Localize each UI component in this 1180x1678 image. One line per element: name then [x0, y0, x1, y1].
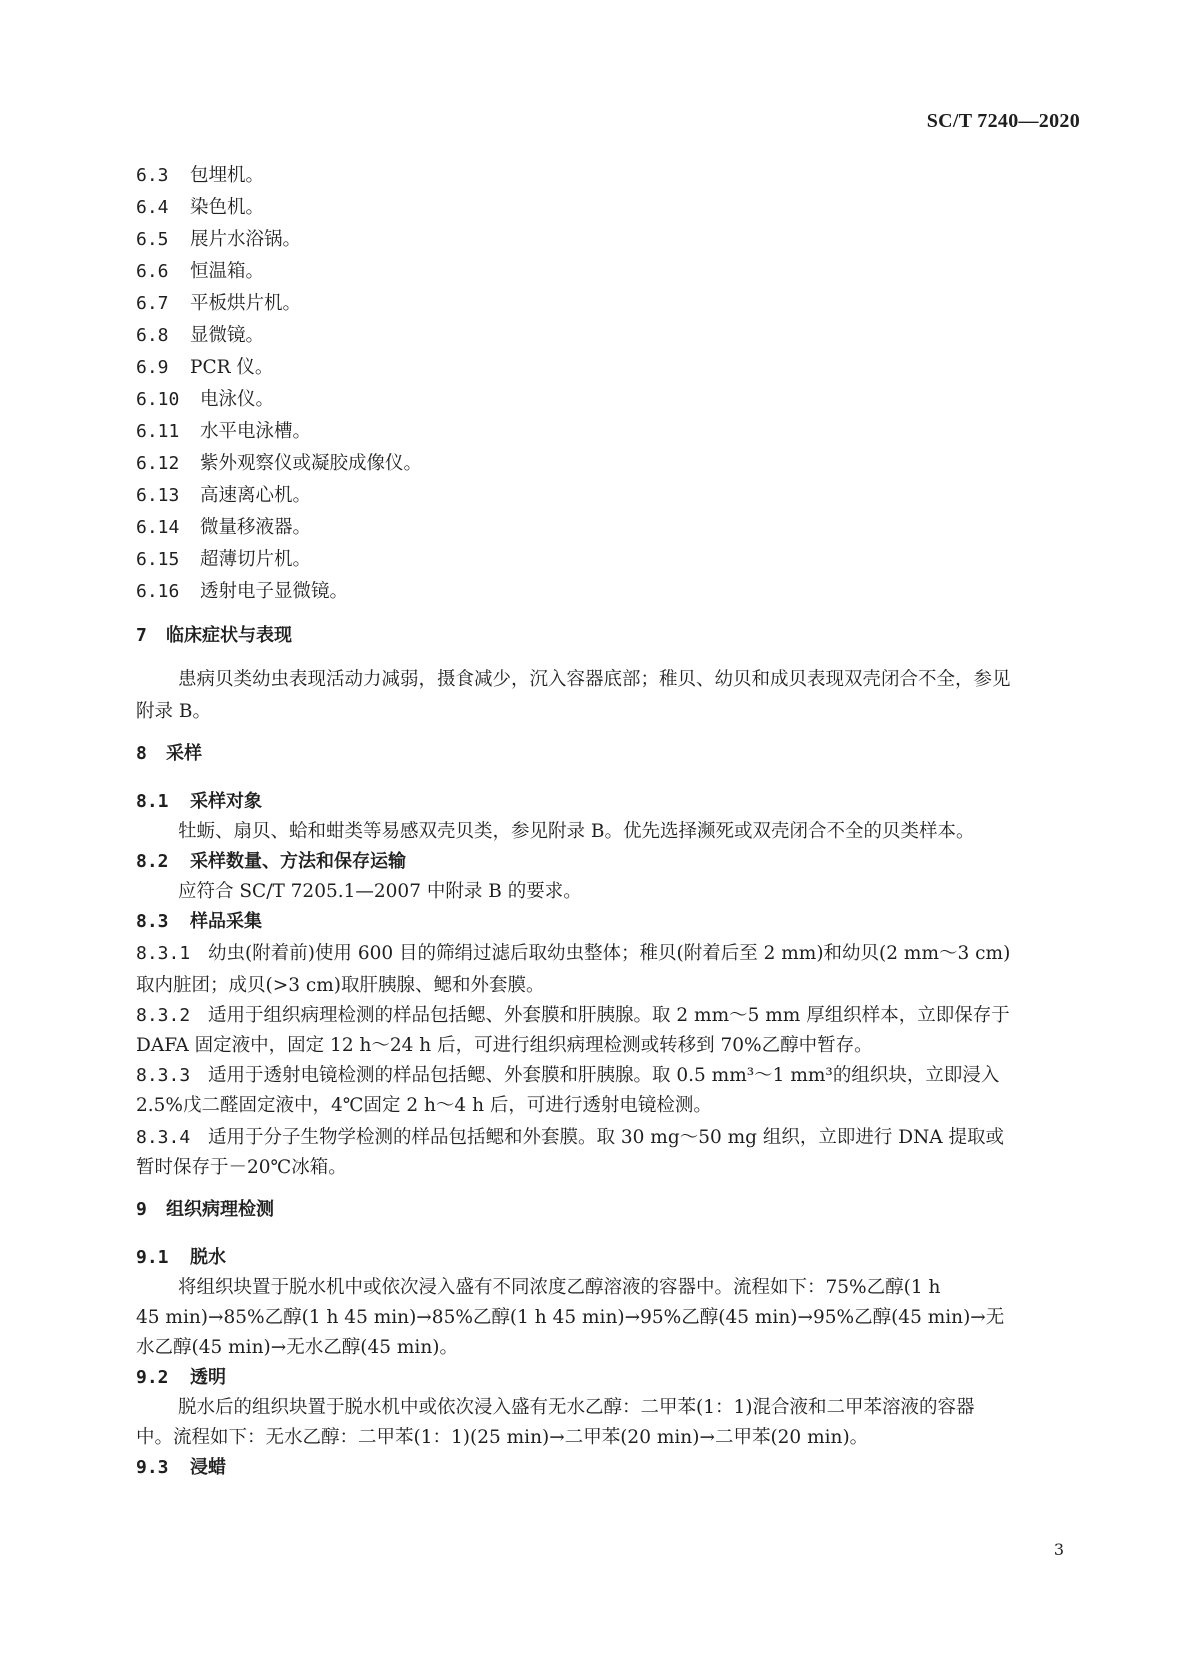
- item-number: 6.8: [136, 325, 169, 346]
- equipment-item: [136, 292, 301, 316]
- clause-8-3-4-line1: [136, 1126, 1004, 1150]
- equipment-item: [136, 516, 311, 540]
- clause-8-3-2-line1: [136, 1004, 1010, 1028]
- section-7-para-line1: 患病贝类幼虫表现活动力减弱，摄食减少，沉入容器底部；稚贝、幼贝和成贝表现双壳闭合不全，参见: [178, 669, 1011, 690]
- clause-number: 8.3.1: [136, 943, 191, 964]
- item-number: 6.6: [136, 261, 169, 282]
- equipment-item: [136, 164, 264, 188]
- clause-text: 幼虫(附着前)使用 600 目的筛绢过滤后取幼虫整体；稚贝(附着后至 2 mm)和幼贝(2 mm～3 cm): [208, 943, 1011, 964]
- subsection-number: 8.1: [136, 791, 169, 812]
- clause-8-3-2-line2: DAFA 固定液中，固定 12 h～24 h 后，可进行组织病理检测或转移到 70%乙醇中暂存。: [136, 1035, 873, 1056]
- item-text: 电泳仪。: [200, 389, 275, 410]
- item-number: 6.12: [136, 453, 180, 474]
- subsection-9-2-heading: [136, 1366, 226, 1390]
- subsection-9-2-line1: 脱水后的组织块置于脱水机中或依次浸入盛有无水乙醇：二甲苯(1：1)混合液和二甲苯溶液的容器: [178, 1397, 975, 1418]
- item-text: 水平电泳槽。: [200, 421, 312, 442]
- clause-number: 8.3.4: [136, 1127, 191, 1148]
- section-7-heading: [136, 624, 292, 648]
- item-text: 恒温箱。: [190, 261, 265, 282]
- subsection-number: 8.2: [136, 851, 169, 872]
- item-number: 6.5: [136, 229, 169, 250]
- subsection-title: 浸蜡: [190, 1457, 226, 1478]
- item-text: 透射电子显微镜。: [200, 581, 349, 602]
- equipment-item: [136, 580, 348, 604]
- clause-8-3-4-line2: 暂时保存于－20℃冰箱。: [136, 1157, 347, 1178]
- subsection-9-1-line2: 45 min)→85%乙醇(1 h 45 min)→85%乙醇(1 h 45 min)→95%乙醇(45 min)→95%乙醇(45 min)→无: [136, 1307, 1005, 1328]
- subsection-title: 采样对象: [190, 791, 262, 812]
- subsection-8-2-text: 应符合 SC/T 7205.1—2007 中附录 B 的要求。: [178, 881, 582, 902]
- item-text: 高速离心机。: [200, 485, 312, 506]
- section-title: 采样: [166, 743, 202, 764]
- clause-text: 适用于组织病理检测的样品包括鳃、外套膜和肝胰腺。取 2 mm～5 mm 厚组织样本，立即保存于: [208, 1005, 1010, 1026]
- equipment-item: [136, 420, 311, 444]
- subsection-title: 脱水: [190, 1247, 226, 1268]
- clause-8-3-1-line1: [136, 942, 1010, 966]
- item-text: 超薄切片机。: [200, 549, 312, 570]
- item-text: 展片水浴锅。: [190, 229, 302, 250]
- subsection-number: 9.3: [136, 1457, 169, 1478]
- item-text: 平板烘片机。: [190, 293, 302, 314]
- section-9-heading: [136, 1198, 274, 1222]
- section-number: 7: [136, 625, 147, 646]
- item-text: 紫外观察仪或凝胶成像仪。: [200, 453, 423, 474]
- item-text: 微量移液器。: [200, 517, 312, 538]
- section-number: 8: [136, 743, 147, 764]
- item-number: 6.9: [136, 357, 169, 378]
- standard-code-header: SC/T 7240—2020: [926, 110, 1080, 132]
- item-number: 6.3: [136, 165, 169, 186]
- item-number: 6.10: [136, 389, 180, 410]
- subsection-8-1-heading: [136, 790, 262, 814]
- item-number: 6.16: [136, 581, 180, 602]
- item-number: 6.13: [136, 485, 180, 506]
- clause-text: 适用于透射电镜检测的样品包括鳃、外套膜和肝胰腺。取 0.5 mm³～1 mm³的组织块，立即浸入: [208, 1065, 1000, 1086]
- section-7-para-line2: 附录 B。: [136, 701, 211, 722]
- equipment-item: [136, 324, 264, 348]
- subsection-title: 样品采集: [190, 911, 262, 932]
- item-number: 6.14: [136, 517, 180, 538]
- subsection-number: 8.3: [136, 911, 169, 932]
- subsection-9-2-line2: 中。流程如下：无水乙醇：二甲苯(1：1)(25 min)→二甲苯(20 min)→二甲苯(20 min)。: [136, 1427, 869, 1448]
- section-number: 9: [136, 1199, 147, 1220]
- equipment-item: [136, 484, 311, 508]
- section-8-heading: [136, 742, 202, 766]
- item-number: 6.4: [136, 197, 169, 218]
- subsection-8-2-heading: [136, 850, 406, 874]
- subsection-number: 9.1: [136, 1247, 169, 1268]
- clause-number: 8.3.3: [136, 1065, 191, 1086]
- clause-8-3-3-line2: 2.5%戊二醛固定液中，4℃固定 2 h～4 h 后，可进行透射电镜检测。: [136, 1095, 712, 1116]
- item-text: 染色机。: [190, 197, 265, 218]
- item-number: 6.7: [136, 293, 169, 314]
- subsection-9-1-heading: [136, 1246, 226, 1270]
- subsection-9-1-line1: 将组织块置于脱水机中或依次浸入盛有不同浓度乙醇溶液的容器中。流程如下：75%乙醇(1 h: [178, 1277, 941, 1298]
- item-number: 6.11: [136, 421, 180, 442]
- subsection-title: 透明: [190, 1367, 226, 1388]
- subsection-8-3-heading: [136, 910, 262, 934]
- equipment-item: [136, 388, 274, 412]
- equipment-item: [136, 452, 422, 476]
- equipment-item: [136, 196, 264, 220]
- section-title: 组织病理检测: [166, 1199, 274, 1220]
- equipment-item: [136, 548, 311, 572]
- item-text: 显微镜。: [190, 325, 265, 346]
- subsection-number: 9.2: [136, 1367, 169, 1388]
- item-text: 包埋机。: [190, 165, 265, 186]
- equipment-item: [136, 228, 301, 252]
- item-text: PCR 仪。: [190, 357, 274, 378]
- section-title: 临床症状与表现: [166, 625, 292, 646]
- clause-8-3-3-line1: [136, 1064, 999, 1088]
- page-number: 3: [1053, 1540, 1064, 1559]
- equipment-item: [136, 260, 264, 284]
- subsection-9-3-heading: [136, 1456, 226, 1480]
- clause-text: 适用于分子生物学检测的样品包括鳃和外套膜。取 30 mg～50 mg 组织，立即进行 DNA 提取或: [208, 1127, 1005, 1148]
- subsection-9-1-line3: 水乙醇(45 min)→无水乙醇(45 min)。: [136, 1337, 458, 1358]
- clause-number: 8.3.2: [136, 1005, 191, 1026]
- equipment-item: [136, 356, 273, 380]
- subsection-8-1-text: 牡蛎、扇贝、蛤和蚶类等易感双壳贝类，参见附录 B。优先选择濒死或双壳闭合不全的贝类样本。: [178, 821, 975, 842]
- subsection-title: 采样数量、方法和保存运输: [190, 851, 406, 872]
- item-number: 6.15: [136, 549, 180, 570]
- clause-8-3-1-line2: 取内脏团；成贝(>3 cm)取肝胰腺、鳃和外套膜。: [136, 975, 545, 996]
